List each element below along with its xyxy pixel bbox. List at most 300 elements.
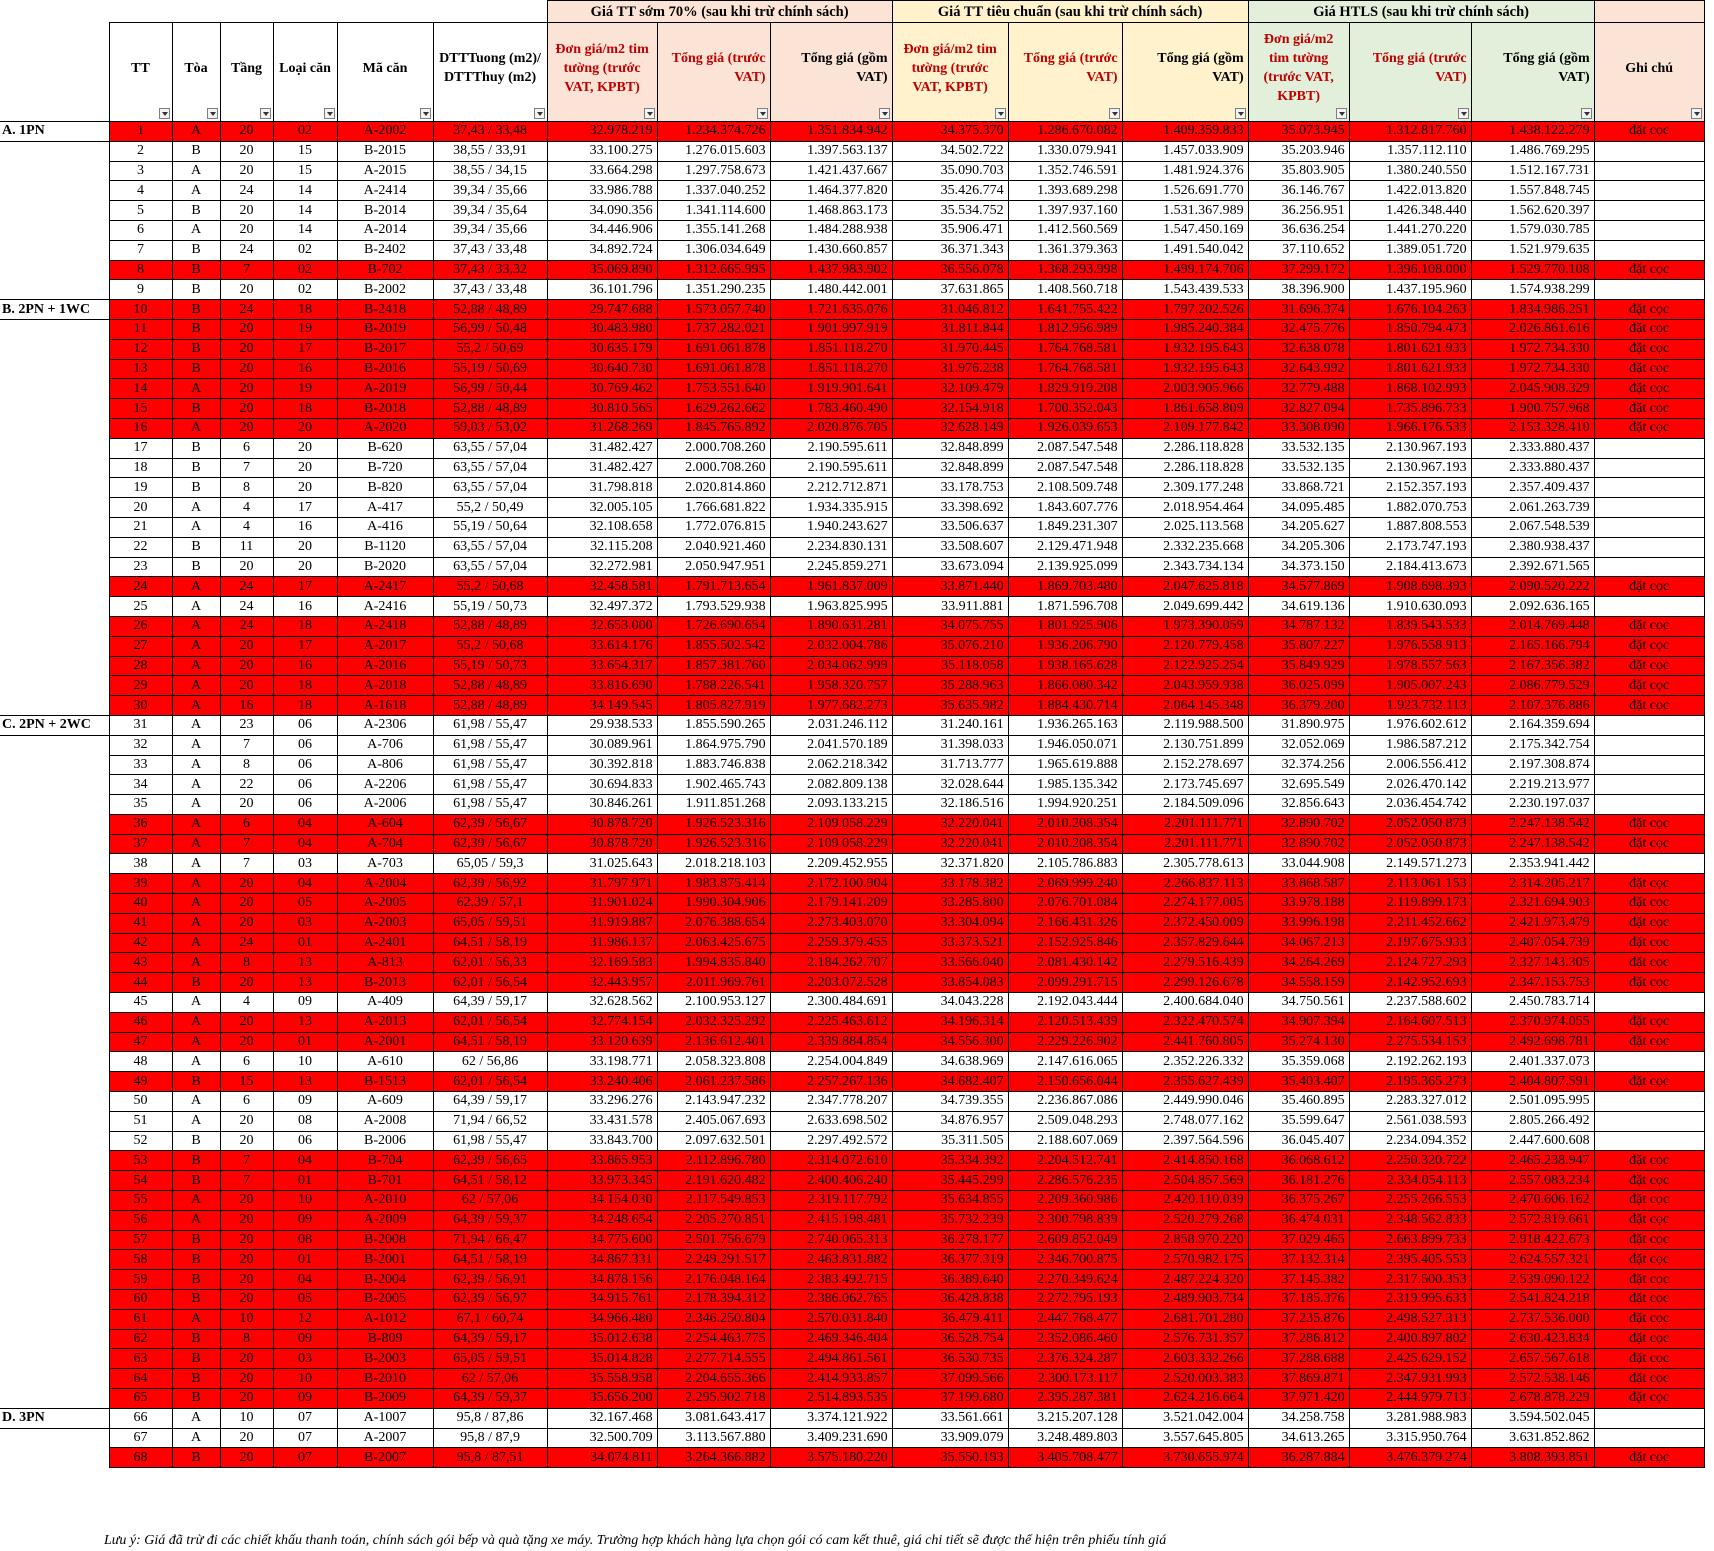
table-cell[interactable]: 32.186.516	[892, 795, 1008, 815]
table-cell[interactable]: 1.994.920.251	[1008, 795, 1122, 815]
table-cell[interactable]: 17	[273, 577, 337, 597]
table-cell[interactable]: 04	[273, 834, 337, 854]
table-cell[interactable]: B-2017	[337, 339, 433, 359]
table-cell[interactable]: 20	[220, 913, 273, 933]
table-cell[interactable]: 2.678.878.229	[1471, 1389, 1594, 1409]
table-cell[interactable]: 31.986.137	[547, 933, 657, 953]
table-cell[interactable]: 2.250.320.722	[1349, 1151, 1471, 1171]
table-cell[interactable]	[1594, 517, 1704, 537]
table-cell[interactable]: đặt cọc	[1594, 834, 1704, 854]
table-cell[interactable]: đặt cọc	[1594, 616, 1704, 636]
filter-dropdown-icon[interactable]	[879, 108, 890, 119]
table-cell[interactable]: 31.046.812	[892, 300, 1008, 320]
table-cell[interactable]: 2.173.747.193	[1349, 537, 1471, 557]
table-cell[interactable]: 52	[109, 1131, 172, 1151]
table-cell[interactable]: 37.199.680	[892, 1389, 1008, 1409]
table-cell[interactable]: B-2019	[337, 319, 433, 339]
table-cell[interactable]: 1.910.630.093	[1349, 597, 1471, 617]
table-cell[interactable]: 34.787.132	[1248, 616, 1349, 636]
table-cell[interactable]: 2.405.067.693	[657, 1111, 770, 1131]
table-cell[interactable]: 2.400.406.240	[770, 1171, 892, 1191]
table-cell[interactable]: 2.663.899.733	[1349, 1230, 1471, 1250]
table-cell[interactable]: 1.355.141.268	[657, 220, 770, 240]
table-cell[interactable]: 35.732.239	[892, 1210, 1008, 1230]
table-cell[interactable]: 39,34 / 35,66	[433, 220, 547, 240]
table-cell[interactable]: 20	[220, 1250, 273, 1270]
table-cell[interactable]: 06	[273, 1131, 337, 1151]
table-cell[interactable]	[1594, 220, 1704, 240]
table-cell[interactable]: A-2401	[337, 933, 433, 953]
table-cell[interactable]	[1594, 438, 1704, 458]
table-cell[interactable]: 2.501.756.679	[657, 1230, 770, 1250]
table-cell[interactable]: 1.843.607.776	[1008, 498, 1122, 518]
table-cell[interactable]: 58	[109, 1250, 172, 1270]
table-cell[interactable]: 2.247.138.542	[1471, 814, 1594, 834]
table-cell[interactable]: 2.109.058.229	[770, 834, 892, 854]
table-cell[interactable]: 2.014.769.448	[1471, 616, 1594, 636]
table-cell[interactable]: 34.205.627	[1248, 517, 1349, 537]
table-cell[interactable]: 2.204.512.741	[1008, 1151, 1122, 1171]
table-cell[interactable]: 49	[109, 1072, 172, 1092]
table-cell[interactable]: A-416	[337, 517, 433, 537]
table-cell[interactable]: A	[172, 181, 220, 201]
table-cell[interactable]: 1.791.713.654	[657, 577, 770, 597]
table-cell[interactable]: 2.178.394.312	[657, 1290, 770, 1310]
table-cell[interactable]: 35.849.929	[1248, 656, 1349, 676]
table-cell[interactable]: 1.934.335.915	[770, 498, 892, 518]
table-cell[interactable]: 1.562.620.397	[1471, 201, 1594, 221]
table-cell[interactable]: B	[172, 478, 220, 498]
table-cell[interactable]: A-2206	[337, 775, 433, 795]
table-cell[interactable]: 35.403.407	[1248, 1072, 1349, 1092]
table-cell[interactable]: 32.856.643	[1248, 795, 1349, 815]
table-cell[interactable]: 1.691.061.878	[657, 339, 770, 359]
table-cell[interactable]: 32.005.105	[547, 498, 657, 518]
table-cell[interactable]: 71,94 / 66,47	[433, 1230, 547, 1250]
table-cell[interactable]: 63	[109, 1349, 172, 1369]
table-cell[interactable]: 35.807.227	[1248, 636, 1349, 656]
table-cell[interactable]	[1594, 715, 1704, 735]
filter-dropdown-icon[interactable]	[159, 108, 170, 119]
table-cell[interactable]: 30.635.179	[547, 339, 657, 359]
table-cell[interactable]: 30.089.961	[547, 735, 657, 755]
table-cell[interactable]: 2.164.359.694	[1471, 715, 1594, 735]
table-cell[interactable]: 40	[109, 894, 172, 914]
table-cell[interactable]: 1.341.114.600	[657, 201, 770, 221]
table-cell[interactable]: 2.489.903.734	[1122, 1290, 1248, 1310]
table-cell[interactable]: B	[172, 300, 220, 320]
table-cell[interactable]: 2.069.999.240	[1008, 874, 1122, 894]
table-cell[interactable]: 47	[109, 1032, 172, 1052]
table-cell[interactable]: 02	[273, 122, 337, 142]
table-cell[interactable]: 2.254.004.849	[770, 1052, 892, 1072]
table-cell[interactable]: 63,55 / 57,04	[433, 478, 547, 498]
table-cell[interactable]: A-2020	[337, 418, 433, 438]
table-cell[interactable]: 35	[109, 795, 172, 815]
table-cell[interactable]: 2.119.988.500	[1122, 715, 1248, 735]
table-cell[interactable]: 36.287.884	[1248, 1448, 1349, 1468]
table-cell[interactable]: 2.142.952.693	[1349, 973, 1471, 993]
table-cell[interactable]: A-2007	[337, 1428, 433, 1448]
table-cell[interactable]: 33	[109, 755, 172, 775]
table-cell[interactable]: 36.474.031	[1248, 1210, 1349, 1230]
filter-dropdown-icon[interactable]	[207, 108, 218, 119]
table-cell[interactable]: 2.286.576.235	[1008, 1171, 1122, 1191]
table-cell[interactable]: 35.426.774	[892, 181, 1008, 201]
table-cell[interactable]: 33.865.953	[547, 1151, 657, 1171]
table-cell[interactable]: 62,01 / 56,54	[433, 1012, 547, 1032]
table-cell[interactable]: 34.892.724	[547, 240, 657, 260]
table-cell[interactable]: 2.509.048.293	[1008, 1111, 1122, 1131]
table-cell[interactable]: 52,88 / 48,89	[433, 616, 547, 636]
table-cell[interactable]: 65,05 / 59,51	[433, 913, 547, 933]
table-cell[interactable]: 2.420.110.039	[1122, 1191, 1248, 1211]
table-cell[interactable]: 13	[109, 359, 172, 379]
table-cell[interactable]: 30.769.462	[547, 379, 657, 399]
table-cell[interactable]: 2.025.113.568	[1122, 517, 1248, 537]
table-cell[interactable]: 2.858.970.220	[1122, 1230, 1248, 1250]
table-cell[interactable]: 20	[220, 379, 273, 399]
table-cell[interactable]: A-2009	[337, 1210, 433, 1230]
table-cell[interactable]: đặt cọc	[1594, 1191, 1704, 1211]
table-cell[interactable]: 2.109.177.842	[1122, 418, 1248, 438]
table-cell[interactable]: 2.197.308.874	[1471, 755, 1594, 775]
table-cell[interactable]: 43	[109, 953, 172, 973]
table-cell[interactable]: 2.395.287.381	[1008, 1389, 1122, 1409]
table-cell[interactable]: 35.558.958	[547, 1369, 657, 1389]
table-cell[interactable]: 2.321.694.903	[1471, 894, 1594, 914]
table-cell[interactable]: 2.414.933.857	[770, 1369, 892, 1389]
table-cell[interactable]: 2.225.463.612	[770, 1012, 892, 1032]
table-cell[interactable]: 1.491.540.042	[1122, 240, 1248, 260]
table-cell[interactable]: 2.425.629.152	[1349, 1349, 1471, 1369]
table-cell[interactable]: 3.575.180.220	[770, 1448, 892, 1468]
table-cell[interactable]: 2.633.698.502	[770, 1111, 892, 1131]
table-cell[interactable]: A-2003	[337, 913, 433, 933]
table-cell[interactable]: B-2001	[337, 1250, 433, 1270]
table-cell[interactable]: 1.926.039.653	[1008, 418, 1122, 438]
table-cell[interactable]: 32.695.549	[1248, 775, 1349, 795]
table-cell[interactable]: 1.788.226.541	[657, 676, 770, 696]
table-cell[interactable]: 33.973.345	[547, 1171, 657, 1191]
table-cell[interactable]: 61,98 / 55,47	[433, 735, 547, 755]
table-cell[interactable]: 2.498.527.313	[1349, 1309, 1471, 1329]
table-cell[interactable]: đặt cọc	[1594, 1329, 1704, 1349]
table-cell[interactable]: 2.343.734.134	[1122, 557, 1248, 577]
table-cell[interactable]: 37.185.376	[1248, 1290, 1349, 1310]
table-cell[interactable]: 2.295.902.718	[657, 1389, 770, 1409]
table-cell[interactable]: 2.230.197.037	[1471, 795, 1594, 815]
table-cell[interactable]: A	[172, 715, 220, 735]
table-cell[interactable]: 7	[220, 458, 273, 478]
table-cell[interactable]: 05	[273, 1290, 337, 1310]
table-cell[interactable]: 10	[220, 1309, 273, 1329]
table-cell[interactable]: 55,2 / 50,68	[433, 577, 547, 597]
table-cell[interactable]: B	[172, 141, 220, 161]
table-cell[interactable]: 35.274.130	[1248, 1032, 1349, 1052]
table-cell[interactable]: 35.311.505	[892, 1131, 1008, 1151]
table-cell[interactable]: 2.120.779.458	[1122, 636, 1248, 656]
table-cell[interactable]: 31.025.643	[547, 854, 657, 874]
table-cell[interactable]: A	[172, 1012, 220, 1032]
table-cell[interactable]: 2.279.516.439	[1122, 953, 1248, 973]
table-cell[interactable]: 7	[220, 1171, 273, 1191]
table-cell[interactable]: 17	[109, 438, 172, 458]
table-cell[interactable]: 2.205.270.851	[657, 1210, 770, 1230]
table-cell[interactable]: 1.422.013.820	[1349, 181, 1471, 201]
table-cell[interactable]: 34.750.561	[1248, 993, 1349, 1013]
table-cell[interactable]: 35.550.193	[892, 1448, 1008, 1468]
table-cell[interactable]: 2.346.700.875	[1008, 1250, 1122, 1270]
table-cell[interactable]: 1.866.080.342	[1008, 676, 1122, 696]
table-cell[interactable]: 33.561.661	[892, 1408, 1008, 1428]
table-cell[interactable]: 2.681.701.280	[1122, 1309, 1248, 1329]
table-cell[interactable]: 2.062.218.342	[770, 755, 892, 775]
table-cell[interactable]: 54	[109, 1171, 172, 1191]
table-cell[interactable]: 4	[220, 517, 273, 537]
table-cell[interactable]: 2.259.379.455	[770, 933, 892, 953]
table-cell[interactable]: 2.063.425.675	[657, 933, 770, 953]
table-cell[interactable]: B-2003	[337, 1349, 433, 1369]
table-cell[interactable]: 20	[220, 1270, 273, 1290]
table-cell[interactable]: 1.357.112.110	[1349, 141, 1471, 161]
table-cell[interactable]: A-2016	[337, 656, 433, 676]
table-cell[interactable]: 2.401.337.073	[1471, 1052, 1594, 1072]
table-cell[interactable]: 32.052.069	[1248, 735, 1349, 755]
table-cell[interactable]: 33.854.083	[892, 973, 1008, 993]
table-cell[interactable]: 62,39 / 56,97	[433, 1290, 547, 1310]
table-cell[interactable]: 33.506.637	[892, 517, 1008, 537]
table-cell[interactable]: 20	[273, 537, 337, 557]
table-cell[interactable]: 37,43 / 33,48	[433, 122, 547, 142]
table-cell[interactable]: 20	[220, 676, 273, 696]
table-cell[interactable]: 23	[220, 715, 273, 735]
filter-dropdown-icon[interactable]	[1109, 108, 1120, 119]
table-cell[interactable]: B-701	[337, 1171, 433, 1191]
table-cell[interactable]: 36.528.754	[892, 1329, 1008, 1349]
table-cell[interactable]: B	[172, 359, 220, 379]
table-cell[interactable]: 67	[109, 1428, 172, 1448]
table-cell[interactable]: 32.109.479	[892, 379, 1008, 399]
table-cell[interactable]: A	[172, 1092, 220, 1112]
table-cell[interactable]: 2.347.778.207	[770, 1092, 892, 1112]
table-cell[interactable]: B	[172, 1230, 220, 1250]
table-cell[interactable]: B-2016	[337, 359, 433, 379]
table-cell[interactable]: 2.058.323.808	[657, 1052, 770, 1072]
table-cell[interactable]: 30.640.730	[547, 359, 657, 379]
table-cell[interactable]: 1.845.765.892	[657, 418, 770, 438]
table-cell[interactable]: 30.878.720	[547, 834, 657, 854]
table-cell[interactable]: 9	[109, 280, 172, 300]
table-cell[interactable]: 2.099.291.715	[1008, 973, 1122, 993]
table-cell[interactable]: 26	[109, 616, 172, 636]
table-cell[interactable]: 30.810.565	[547, 399, 657, 419]
table-cell[interactable]: B	[172, 399, 220, 419]
table-cell[interactable]: A-813	[337, 953, 433, 973]
table-cell[interactable]: 2.272.795.193	[1008, 1290, 1122, 1310]
table-cell[interactable]: 34.876.957	[892, 1111, 1008, 1131]
table-cell[interactable]: 1.966.176.533	[1349, 418, 1471, 438]
table-cell[interactable]: 23	[109, 557, 172, 577]
table-cell[interactable]: 32.779.488	[1248, 379, 1349, 399]
table-cell[interactable]: 7	[220, 1151, 273, 1171]
table-cell[interactable]: B	[172, 973, 220, 993]
table-cell[interactable]: 62	[109, 1329, 172, 1349]
table-cell[interactable]: 32.848.899	[892, 458, 1008, 478]
table-cell[interactable]: 16	[273, 517, 337, 537]
table-cell[interactable]: A	[172, 1032, 220, 1052]
table-cell[interactable]: 20	[220, 339, 273, 359]
table-cell[interactable]	[1594, 498, 1704, 518]
filter-dropdown-icon[interactable]	[1336, 108, 1347, 119]
table-cell[interactable]: 16	[273, 359, 337, 379]
table-cell[interactable]: 71,94 / 66,52	[433, 1111, 547, 1131]
table-cell[interactable]: 34.196.314	[892, 1012, 1008, 1032]
table-cell[interactable]: 2.334.054.113	[1349, 1171, 1471, 1191]
table-cell[interactable]: 2.152.925.846	[1008, 933, 1122, 953]
table-cell[interactable]: 2.317.500.353	[1349, 1270, 1471, 1290]
table-cell[interactable]: 22	[220, 775, 273, 795]
table-cell[interactable]: B	[172, 1290, 220, 1310]
table-cell[interactable]: 36.428.838	[892, 1290, 1008, 1310]
table-cell[interactable]: 34.375.370	[892, 122, 1008, 142]
table-cell[interactable]: 1.972.734.330	[1471, 359, 1594, 379]
table-cell[interactable]: 34.095.485	[1248, 498, 1349, 518]
table-cell[interactable]: A-2019	[337, 379, 433, 399]
table-cell[interactable]: 2.188.607.069	[1008, 1131, 1122, 1151]
table-cell[interactable]: 01	[273, 1032, 337, 1052]
table-cell[interactable]: 2.450.783.714	[1471, 993, 1594, 1013]
table-cell[interactable]: 1.297.758.673	[657, 161, 770, 181]
table-cell[interactable]: 20	[220, 1369, 273, 1389]
table-cell[interactable]: 36.256.951	[1248, 201, 1349, 221]
col-htls-unit-price[interactable]: Đơn giá/m2 tim tường (trước VAT, KPBT)	[1248, 23, 1349, 122]
table-cell[interactable]: 35.288.963	[892, 676, 1008, 696]
table-cell[interactable]: 1.849.231.307	[1008, 517, 1122, 537]
table-cell[interactable]: 2.395.405.553	[1349, 1250, 1471, 1270]
table-cell[interactable]: 2.286.118.828	[1122, 458, 1248, 478]
table-cell[interactable]: B-2006	[337, 1131, 433, 1151]
table-cell[interactable]: 2.120.513.439	[1008, 1012, 1122, 1032]
table-cell[interactable]: 2.093.133.215	[770, 795, 892, 815]
table-cell[interactable]: 10	[220, 1408, 273, 1428]
table-cell[interactable]: 3.248.489.803	[1008, 1428, 1122, 1448]
table-cell[interactable]: 2.541.824.218	[1471, 1290, 1594, 1310]
table-cell[interactable]: 35.534.752	[892, 201, 1008, 221]
table-cell[interactable]: 09	[273, 1389, 337, 1409]
table-cell[interactable]	[1594, 161, 1704, 181]
table-cell[interactable]: 1.521.979.635	[1471, 240, 1594, 260]
table-cell[interactable]: 1.700.352.043	[1008, 399, 1122, 419]
table-cell[interactable]: 1.437.983.902	[770, 260, 892, 280]
table-cell[interactable]: 33.868.721	[1248, 478, 1349, 498]
table-cell[interactable]: 1.641.755.422	[1008, 300, 1122, 320]
table-cell[interactable]: A-604	[337, 814, 433, 834]
table-cell[interactable]: 1.834.986.251	[1471, 300, 1594, 320]
table-cell[interactable]: 68	[109, 1448, 172, 1468]
table-cell[interactable]: 37.286.812	[1248, 1329, 1349, 1349]
table-cell[interactable]: 2.113.061.153	[1349, 874, 1471, 894]
table-cell[interactable]: 13	[273, 953, 337, 973]
table-cell[interactable]: 18	[273, 399, 337, 419]
table-cell[interactable]: 56,99 / 50,48	[433, 319, 547, 339]
table-cell[interactable]: 1.352.746.591	[1008, 161, 1122, 181]
table-cell[interactable]: 2.249.291.517	[657, 1250, 770, 1270]
table-cell[interactable]: 36.371.343	[892, 240, 1008, 260]
table-cell[interactable]: 20	[220, 359, 273, 379]
table-cell[interactable]: 1.286.670.082	[1008, 122, 1122, 142]
table-cell[interactable]: 1.412.560.569	[1008, 220, 1122, 240]
table-cell[interactable]: 02	[273, 280, 337, 300]
table-cell[interactable]: B	[172, 260, 220, 280]
table-cell[interactable]: 24	[220, 616, 273, 636]
table-cell[interactable]	[1594, 458, 1704, 478]
table-cell[interactable]: 32.638.078	[1248, 339, 1349, 359]
table-cell[interactable]: 2.018.954.464	[1122, 498, 1248, 518]
table-cell[interactable]: 15	[109, 399, 172, 419]
table-cell[interactable]: 33.285.800	[892, 894, 1008, 914]
table-cell[interactable]: đặt cọc	[1594, 894, 1704, 914]
table-cell[interactable]: 60	[109, 1290, 172, 1310]
table-cell[interactable]: 1.464.377.820	[770, 181, 892, 201]
table-cell[interactable]: 1.529.770.108	[1471, 260, 1594, 280]
table-cell[interactable]: 2.286.118.828	[1122, 438, 1248, 458]
table-cell[interactable]: đặt cọc	[1594, 122, 1704, 142]
table-cell[interactable]: 4	[220, 993, 273, 1013]
table-cell[interactable]: 1.936.206.790	[1008, 636, 1122, 656]
table-cell[interactable]: 62 / 57,06	[433, 1369, 547, 1389]
table-cell[interactable]: 37.132.314	[1248, 1250, 1349, 1270]
table-cell[interactable]: 2.040.921.460	[657, 537, 770, 557]
table-cell[interactable]: 55,19 / 50,73	[433, 597, 547, 617]
table-cell[interactable]: A-2418	[337, 616, 433, 636]
table-cell[interactable]: 2.149.571.273	[1349, 854, 1471, 874]
table-cell[interactable]: A	[172, 418, 220, 438]
table-cell[interactable]	[1594, 478, 1704, 498]
table-cell[interactable]: 4	[220, 498, 273, 518]
table-cell[interactable]: 2.197.675.933	[1349, 933, 1471, 953]
table-cell[interactable]: 33.566.040	[892, 953, 1008, 973]
table-cell[interactable]: 2.020.876.705	[770, 418, 892, 438]
table-cell[interactable]: 2.184.509.096	[1122, 795, 1248, 815]
table-cell[interactable]: 2.211.452.662	[1349, 913, 1471, 933]
table-cell[interactable]: 32.890.702	[1248, 834, 1349, 854]
table-cell[interactable]: đặt cọc	[1594, 1270, 1704, 1290]
table-cell[interactable]: 2.383.492.715	[770, 1270, 892, 1290]
table-cell[interactable]: 1.883.746.838	[657, 755, 770, 775]
table-cell[interactable]: 33.909.079	[892, 1428, 1008, 1448]
table-cell[interactable]: 24	[220, 577, 273, 597]
table-cell[interactable]: A-2008	[337, 1111, 433, 1131]
table-cell[interactable]: 2.081.430.142	[1008, 953, 1122, 973]
table-cell[interactable]: 3.730.655.974	[1122, 1448, 1248, 1468]
table-cell[interactable]: 01	[273, 1171, 337, 1191]
table-cell[interactable]: B	[172, 1131, 220, 1151]
table-cell[interactable]: 32.628.562	[547, 993, 657, 1013]
table-cell[interactable]: 37.869.871	[1248, 1369, 1349, 1389]
table-cell[interactable]: 8	[220, 478, 273, 498]
table-cell[interactable]: 31	[109, 715, 172, 735]
table-cell[interactable]: B	[172, 458, 220, 478]
table-cell[interactable]: A-2006	[337, 795, 433, 815]
table-cell[interactable]: 1.764.768.581	[1008, 339, 1122, 359]
table-cell[interactable]: 6	[220, 1052, 273, 1072]
table-cell[interactable]: 2.010.208.354	[1008, 834, 1122, 854]
table-cell[interactable]: 31.240.161	[892, 715, 1008, 735]
table-cell[interactable]: 55,2 / 50,49	[433, 498, 547, 518]
table-cell[interactable]: 2.130.751.899	[1122, 735, 1248, 755]
table-cell[interactable]: 2.204.655.366	[657, 1369, 770, 1389]
